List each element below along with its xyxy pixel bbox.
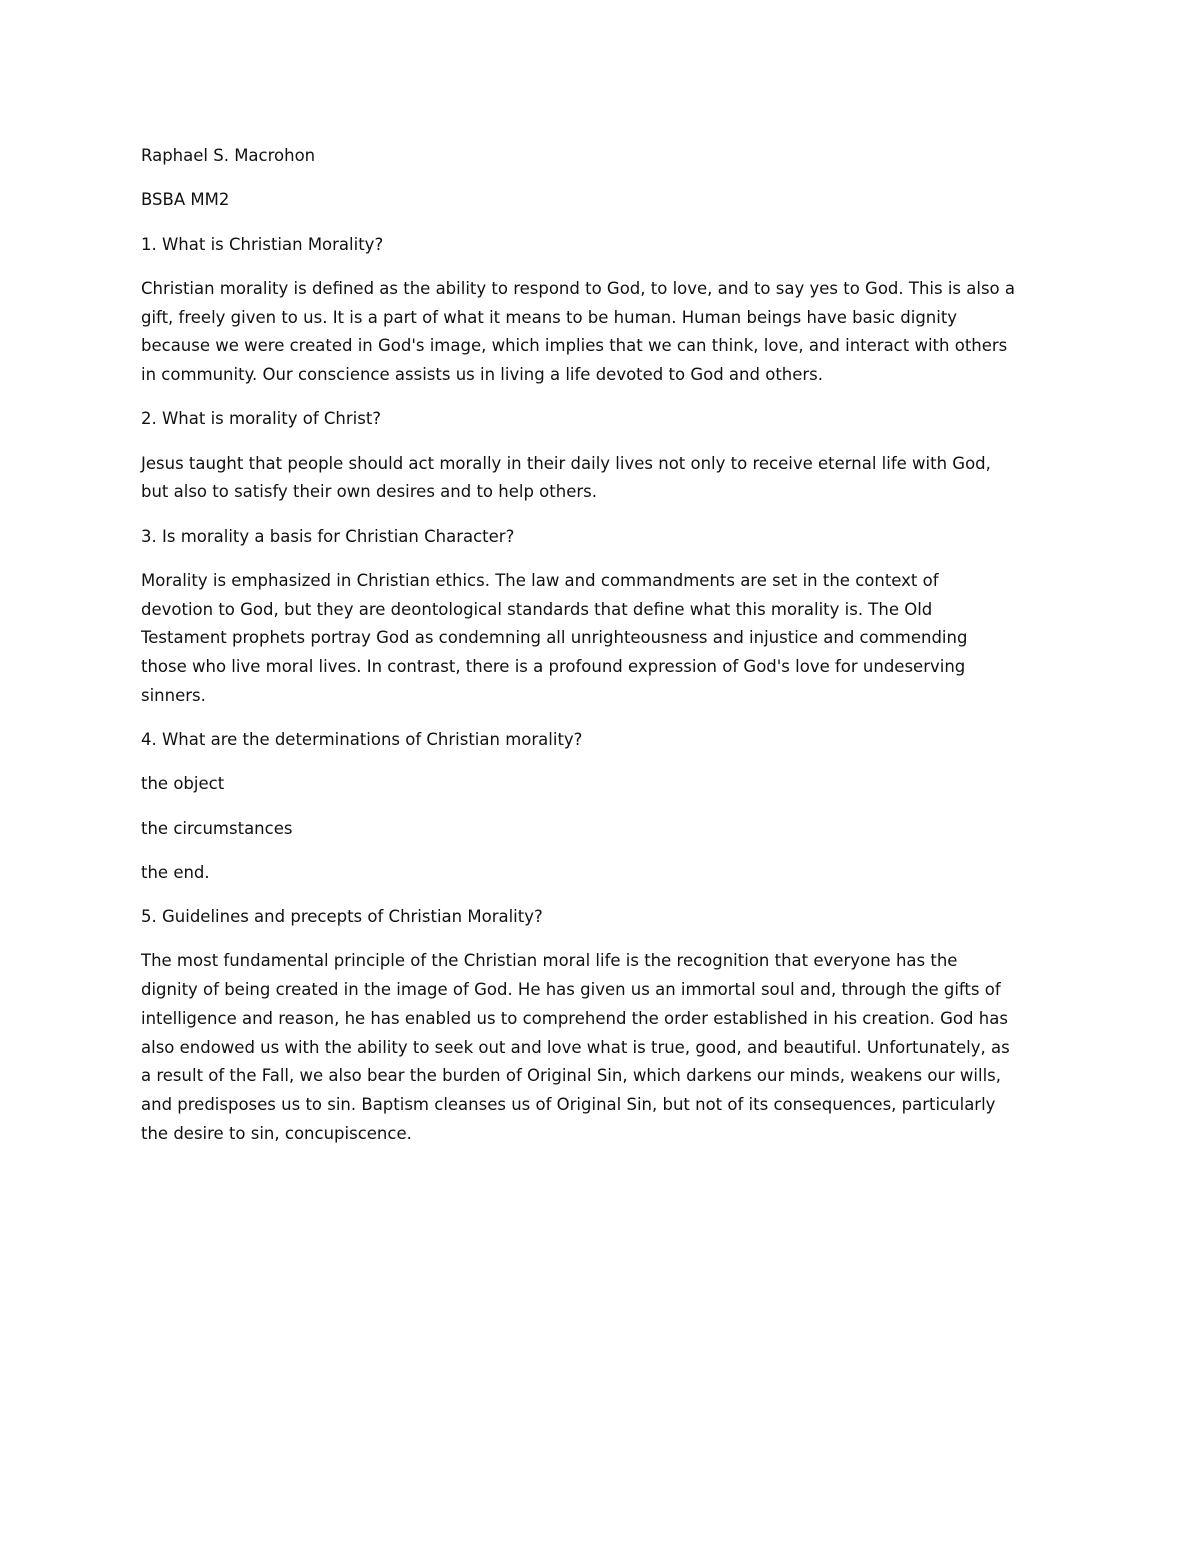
answer-1-line: Christian morality is defined as the ability to respond to God, to love, and to say yes to God. This is also a	[141, 278, 1016, 298]
answer-1	[141, 275, 1066, 390]
answer-1-line: gift, freely given to us. It is a part of what it means to be human. Human beings have basic dignity	[141, 307, 958, 327]
answer-5-line: dignity of being created in the image of God. He has given us an immortal soul and, through the gifts of	[141, 980, 1001, 1000]
author-name: Raphael S. Macrohon	[141, 146, 316, 165]
answer-2	[141, 450, 1066, 507]
answer-1-line: because we were created in God's image, which implies that we can think, love, and interact with others	[141, 336, 1008, 356]
question-2: 2. What is morality of Christ?	[141, 409, 382, 429]
answer-3-line: those who live moral lives. In contrast, there is a profound expression of God's love for undeserving	[141, 657, 966, 676]
determination-item: the end.	[141, 862, 210, 882]
answer-5-line: intelligence and reason, he has enabled us to comprehend the order established in his creation. God has	[141, 1008, 1008, 1028]
determination-item: the object	[141, 774, 225, 794]
answer-3-line: devotion to God, but they are deontological standards that define what this morality is. The Old	[141, 599, 933, 619]
answer-3-line: Morality is emphasized in Christian ethics. The law and commandments are set in the context of	[141, 570, 939, 590]
course-code: BSBA MM2	[141, 190, 230, 210]
answer-5	[141, 947, 1066, 1148]
question-4: 4. What are the determinations of Christian morality?	[141, 730, 583, 749]
answer-5-line: The most fundamental principle of the Christian moral life is the recognition that everyone has the	[141, 951, 958, 971]
determination-item: the circumstances	[141, 818, 293, 838]
answer-5-line: and predisposes us to sin. Baptism cleanses us of Original Sin, but not of its consequences, particularly	[141, 1095, 996, 1114]
answer-1-line: in community. Our conscience assists us in living a life devoted to God and others.	[141, 365, 824, 384]
answer-5-line: a result of the Fall, we also bear the burden of Original Sin, which darkens our minds, weakens our wills,	[141, 1066, 1002, 1086]
question-5: 5. Guidelines and precepts of Christian Morality?	[141, 907, 543, 927]
document-body	[141, 142, 1066, 1164]
answer-5-line: the desire to sin, concupiscence.	[141, 1123, 412, 1143]
answer-2-line: but also to satisfy their own desires and to help others.	[141, 482, 597, 502]
answer-2-line: Jesus taught that people should act morally in their daily lives not only to receive eternal life with God,	[141, 453, 991, 473]
answer-5-line: also endowed us with the ability to seek out and love what is true, good, and beautiful. Unfortunately, as	[141, 1037, 1010, 1057]
answer-3-line: Testament prophets portray God as condemning all unrighteousness and injustice and commending	[141, 628, 968, 648]
question-1: 1. What is Christian Morality?	[141, 234, 384, 254]
answer-3-line: sinners.	[141, 685, 206, 705]
answer-3	[141, 567, 1066, 711]
question-3: 3. Is morality a basis for Christian Character?	[141, 526, 515, 546]
